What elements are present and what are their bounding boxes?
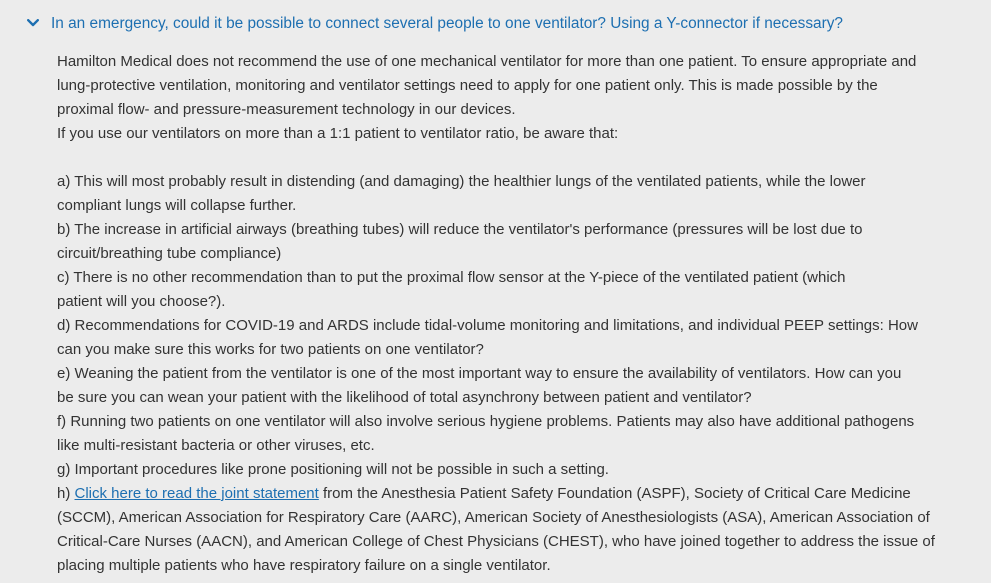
faq-question[interactable]: In an emergency, could it be possible to connect several people to one ventilator? Using a Y-connector if necessary?: [51, 15, 843, 32]
point-c-line-2: patient will you choose?).: [57, 293, 226, 310]
point-h-prefix: h): [57, 485, 75, 502]
point-f-line-2: like multi-resistant bacteria or other viruses, etc.: [57, 437, 375, 454]
point-h-line-1: [57, 482, 975, 506]
point-b-line-1: b) The increase in artificial airways (breathing tubes) will reduce the ventilator's performance (pressures will be lost due to: [57, 221, 863, 238]
point-h-line-3: Critical-Care Nurses (AACN), and American College of Chest Physicians (CHEST), who have joined together to address the issue of: [57, 533, 935, 550]
joint-statement-link[interactable]: Click here to read the joint statement: [74, 485, 319, 502]
point-a-line-2: compliant lungs will collapse further.: [57, 197, 297, 214]
chevron-down-icon: [26, 16, 40, 30]
point-h-line-4: placing multiple patients who have respiratory failure on a single ventilator.: [57, 557, 551, 574]
point-e-line-1: e) Weaning the patient from the ventilator is one of the most important way to ensure the availability of ventilators. How can you: [57, 365, 902, 382]
point-f-line-1: f) Running two patients on one ventilator will also involve serious hygiene problems. Patients may also have additional pathogens: [57, 413, 915, 430]
point-g-line-1: g) Important procedures like prone positioning will not be possible in such a setting.: [57, 461, 609, 478]
point-d-line-2: can you make sure this works for two patients on one ventilator?: [57, 341, 484, 358]
intro-line-4: If you use our ventilators on more than a 1:1 patient to ventilator ratio, be aware that:: [57, 125, 619, 142]
intro-line-1: Hamilton Medical does not recommend the use of one mechanical ventilator for more than one patient. To ensure appropriate and: [57, 53, 917, 70]
faq-question-toggle[interactable]: [0, 0, 991, 48]
paragraph-spacer: [57, 146, 975, 170]
point-b-line-2: circuit/breathing tube compliance): [57, 245, 282, 262]
point-h-line-2: (SCCM), American Association for Respiratory Care (AARC), American Society of Anesthesiologists (ASA), American Association of: [57, 509, 930, 526]
intro-line-2: lung-protective ventilation, monitoring and ventilator settings need to apply for one patient only. This is made possible by the: [57, 77, 878, 94]
intro-line-3: proximal flow- and pressure-measurement technology in our devices.: [57, 101, 516, 118]
point-c-line-1: c) There is no other recommendation than to put the proximal flow sensor at the Y-piece of the ventilated patient (which: [57, 269, 846, 286]
faq-answer: [0, 48, 991, 578]
point-d-line-1: d) Recommendations for COVID-19 and ARDS include tidal-volume monitoring and limitations, and individual PEEP settings: How: [57, 317, 918, 334]
point-h-line-1-rest: from the Anesthesia Patient Safety Foundation (ASPF), Society of Critical Care Medicine: [318, 485, 911, 502]
point-e-line-2: be sure you can wean your patient with the likelihood of total asynchrony between patient and ventilator?: [57, 389, 752, 406]
point-a-line-1: a) This will most probably result in distending (and damaging) the healthier lungs of the ventilated patients, while the lower: [57, 173, 866, 190]
